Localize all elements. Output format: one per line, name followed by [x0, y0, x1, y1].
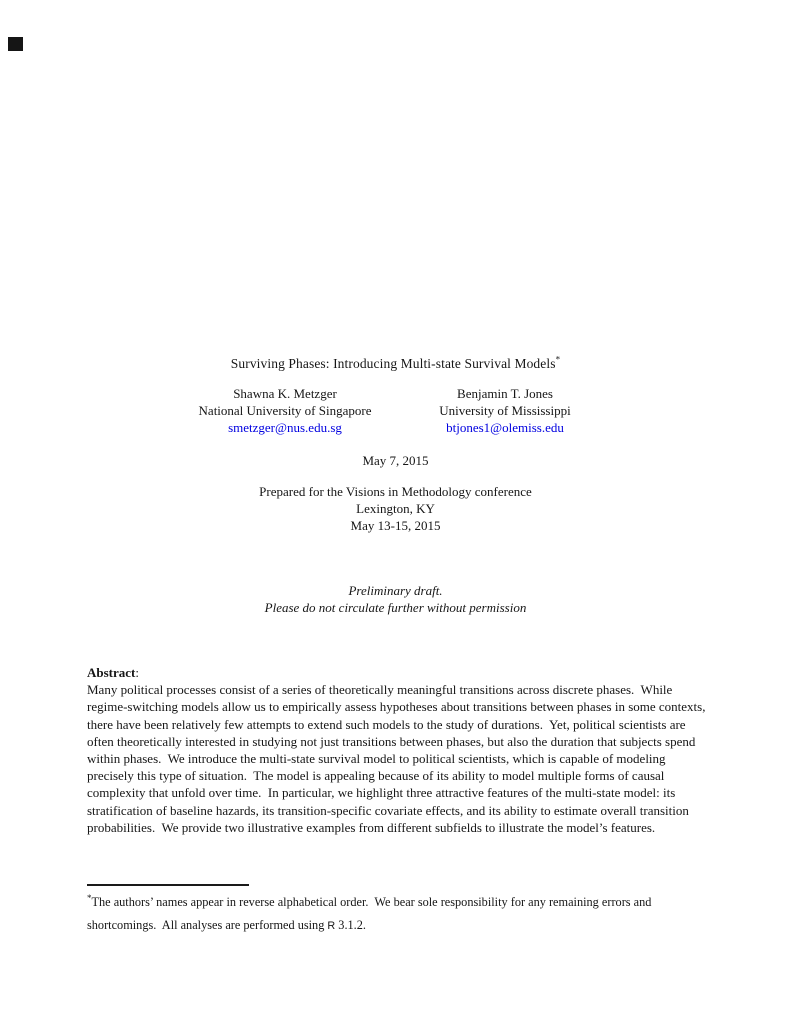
author-block-metzger	[160, 385, 410, 437]
conference-dates: May 13-15, 2015	[350, 518, 441, 534]
abstract-text: Many political processes consist of a series of theoretically meaningful transitions across discrete phases. While regime-switching models allow us to empirically assess hypotheses about transitions between phases in some contexts, there have been relatively few attempts to extend such models to the study of durations. Yet, political scientists are often theoretically interested in studying not just transitions between phases, but also the duration that subjects spend within phases. We introduce the multi-state survival model to political scientists, which is capable of modeling precisely this type of situation. The model is appealing because of its ability to model multiple forms of causal complexity that unfold over time. In particular, we highlight three attractive features of the multi-state model: its stratification of baseline hazards, its transition-specific covariate effects, and its ability to estimate overall transition probabilities. We provide two illustrative examples from different subfields to illustrate the model’s features.	[87, 682, 709, 835]
author-name: Benjamin T. Jones	[457, 386, 553, 401]
abstract-heading-line	[87, 664, 709, 681]
footnote-marker: *	[87, 892, 92, 903]
author-name: Shawna K. Metzger	[233, 386, 337, 401]
abstract-heading-colon: :	[135, 665, 140, 680]
author-email-link[interactable]: smetzger@nus.edu.sg	[228, 420, 342, 436]
author-affiliation: University of Mississippi	[439, 403, 571, 419]
r-software-label: R	[327, 919, 336, 932]
scan-artifact-mark	[8, 37, 23, 51]
author-affiliation: National University of Singapore	[198, 403, 372, 419]
abstract-heading: Abstract	[87, 665, 136, 680]
paper-date: May 7, 2015	[362, 453, 429, 468]
paper-title-text: Surviving Phases: Introducing Multi-state Survival Models	[230, 356, 556, 371]
author-block-jones	[380, 385, 630, 437]
title-footnote-marker: *	[555, 354, 561, 365]
paper-title	[0, 355, 791, 372]
footnote-body-start: The authors’ names appear in reverse alphabetical order. We bear sole responsibility for any remaining errors and shortcomings. All analyses are performed using	[87, 895, 655, 932]
footnote-separator-rule	[87, 884, 249, 886]
conference-info	[0, 483, 791, 535]
footnote-text	[87, 891, 709, 937]
footnote-body-end: 3.1.2.	[335, 917, 366, 932]
draft-notice-line1: Preliminary draft.	[348, 583, 443, 598]
abstract-section	[87, 664, 709, 836]
conference-line-prepared-for: Prepared for the Visions in Methodology conference	[259, 484, 532, 499]
conference-location: Lexington, KY	[356, 501, 435, 517]
draft-notice	[0, 582, 791, 616]
footnote-section	[87, 884, 709, 937]
draft-notice-line2: Please do not circulate further without permission	[264, 600, 527, 616]
author-email-link[interactable]: btjones1@olemiss.edu	[446, 420, 564, 436]
